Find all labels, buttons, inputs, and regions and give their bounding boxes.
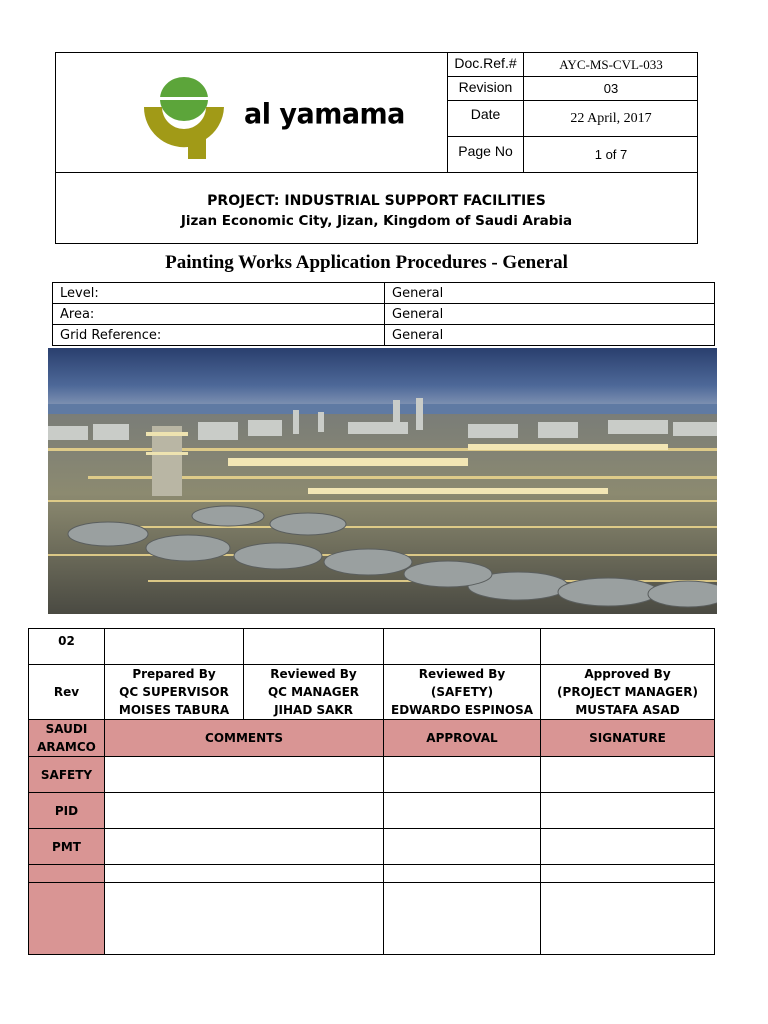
logo-cell bbox=[56, 53, 448, 173]
date-value: 22 April, 2017 bbox=[524, 101, 698, 137]
signatory-name: MOISES TABURA bbox=[118, 703, 230, 717]
document-title: Painting Works Application Procedures - General bbox=[165, 252, 568, 273]
approval-table bbox=[28, 628, 715, 955]
signatory-title: (PROJECT MANAGER) bbox=[557, 685, 698, 699]
project-info bbox=[56, 173, 697, 243]
signatory bbox=[244, 665, 384, 720]
review-row-label: SAFETY bbox=[29, 757, 105, 793]
approval-cell bbox=[384, 793, 541, 829]
comments-cell bbox=[105, 757, 384, 793]
blank-row bbox=[29, 883, 715, 955]
signature-cell bbox=[541, 757, 715, 793]
signatory-role: Prepared By bbox=[132, 667, 216, 681]
doc-ref-label: Doc.Ref.# bbox=[448, 53, 524, 77]
approval-cell bbox=[384, 757, 541, 793]
info-value: General bbox=[385, 283, 715, 304]
signatory-role: Reviewed By bbox=[418, 667, 506, 681]
saudi-aramco-label: SAUDI ARAMCO bbox=[29, 720, 105, 757]
signatory-role: Reviewed By bbox=[270, 667, 357, 681]
signatory-name: JIHAD SAKR bbox=[274, 703, 353, 717]
comments-cell bbox=[105, 793, 384, 829]
review-row bbox=[29, 829, 715, 865]
review-row-label: PMT bbox=[29, 829, 105, 865]
comments-cell bbox=[105, 829, 384, 865]
signatory-name: EDWARDO ESPINOSA bbox=[391, 703, 533, 717]
logo-wordmark: al yamama bbox=[244, 98, 405, 131]
info-value: General bbox=[385, 304, 715, 325]
aramco-header-row bbox=[29, 720, 715, 757]
date-label: Date bbox=[448, 101, 524, 137]
review-row bbox=[29, 793, 715, 829]
signature-cell bbox=[541, 793, 715, 829]
signature-cell bbox=[541, 829, 715, 865]
approval-cell bbox=[384, 829, 541, 865]
page-no-value: 1 of 7 bbox=[524, 137, 698, 173]
signatory bbox=[384, 665, 541, 720]
location-info-table bbox=[52, 282, 715, 346]
review-row-label: PID bbox=[29, 793, 105, 829]
comments-header: COMMENTS bbox=[105, 720, 384, 757]
signatory-role: Approved By bbox=[584, 667, 671, 681]
page-no-label: Page No bbox=[448, 137, 524, 173]
revision-number-row bbox=[29, 629, 715, 665]
info-label: Area: bbox=[53, 304, 385, 325]
info-row bbox=[53, 283, 715, 304]
revision-value: 03 bbox=[524, 77, 698, 101]
signature-header: SIGNATURE bbox=[541, 720, 715, 757]
blank-row bbox=[29, 865, 715, 883]
signatory-title: (SAFETY) bbox=[430, 685, 494, 699]
signatory-title: QC MANAGER bbox=[267, 685, 360, 699]
signatory-name: MUSTAFA ASAD bbox=[575, 703, 680, 717]
revision-label: Revision bbox=[448, 77, 524, 101]
signatory bbox=[541, 665, 715, 720]
info-value: General bbox=[385, 325, 715, 346]
signatories-row bbox=[29, 665, 715, 720]
document-header bbox=[55, 52, 698, 244]
industrial-facility-photo bbox=[48, 348, 717, 614]
project-title: PROJECT: INDUSTRIAL SUPPORT FACILITIES bbox=[207, 193, 546, 209]
info-row bbox=[53, 304, 715, 325]
review-row bbox=[29, 757, 715, 793]
approval-header: APPROVAL bbox=[384, 720, 541, 757]
rev-label: Rev bbox=[29, 665, 105, 720]
doc-ref-value: AYC-MS-CVL-033 bbox=[524, 53, 698, 77]
info-row bbox=[53, 325, 715, 346]
signatory bbox=[105, 665, 244, 720]
info-label: Level: bbox=[53, 283, 385, 304]
info-label: Grid Reference: bbox=[53, 325, 385, 346]
project-location: Jizan Economic City, Jizan, Kingdom of Saudi Arabia bbox=[180, 213, 573, 229]
al-yamama-logo bbox=[142, 73, 226, 161]
revision-number: 02 bbox=[29, 629, 105, 665]
signatory-title: QC SUPERVISOR bbox=[119, 685, 229, 699]
